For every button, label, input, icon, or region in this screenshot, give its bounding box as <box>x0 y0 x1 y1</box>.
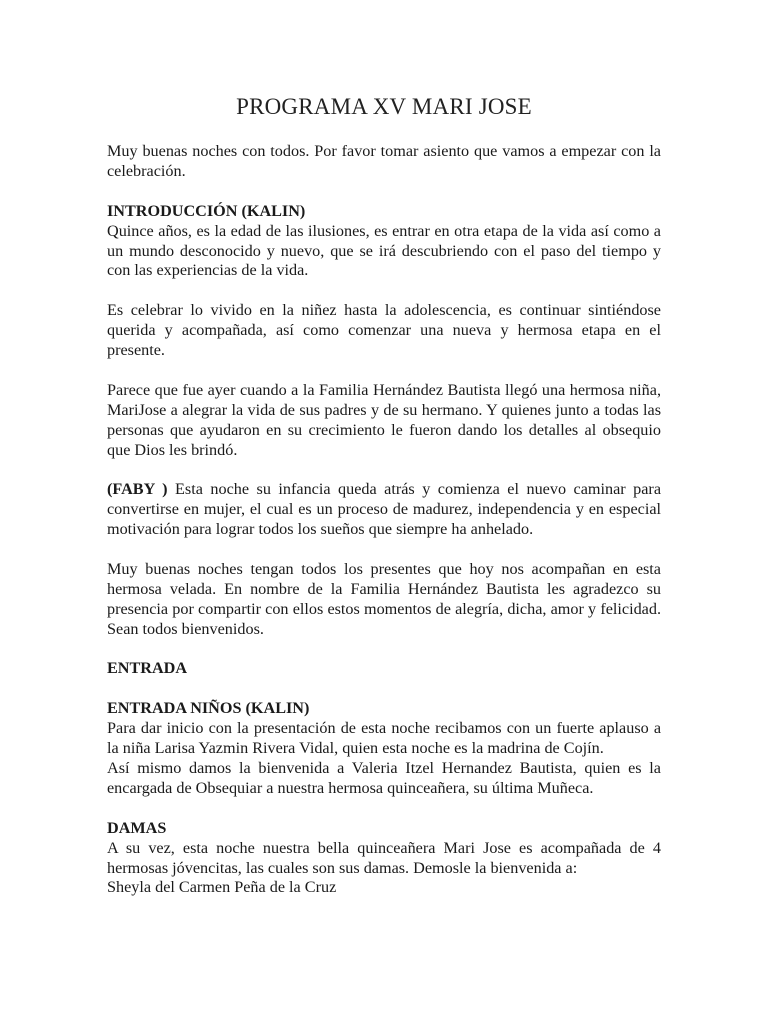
paragraph-damas: A su vez, esta noche nuestra bella quinceañera Mari Jose es acompañada de 4 hermosas jóvencitas, las cuales son sus damas. Demosle la bienvenida a: <box>107 838 661 877</box>
section-damas <box>107 819 661 899</box>
section-heading-introduccion: INTRODUCCIÓN (KALIN) <box>107 201 306 220</box>
section-heading-damas: DAMAS <box>107 818 167 837</box>
section-heading-entrada-ninos: ENTRADA NIÑOS (KALIN) <box>107 699 310 718</box>
faby-label: (FABY ) <box>107 480 168 499</box>
intro-paragraph: Muy buenas noches con todos. Por favor tomar asiento que vamos a empezar con la celebración. <box>107 142 661 180</box>
section-entrada-ninos <box>107 699 661 799</box>
section-heading-entrada: ENTRADA <box>107 659 188 678</box>
paragraph-muneca: Así mismo damos la bienvenida a Valeria Itzel Hernandez Bautista, quien es la encargada de Obsequiar a nuestra hermosa quinceañera, su última Muñeca. <box>107 758 661 797</box>
paragraph-celebrar: Es celebrar lo vivido en la niñez hasta la adolescencia, es continuar sintiéndose querida y acompañada, así como comenzar una nueva y hermosa etapa en el presente. <box>107 301 661 360</box>
paragraph-welcome: Muy buenas noches tengan todos los presentes que hoy nos acompañan en esta hermosa velada. En nombre de la Familia Hernández Bautista les agradezco su presencia por compartir con ellos estos momentos de alegría, dicha, amor y felicidad. Sean todos bienvenidos. <box>107 559 661 638</box>
paragraph-quince-anos: Quince años, es la edad de las ilusiones, es entrar en otra etapa de la vida así como a un mundo desconocido y nuevo, que se irá descubriendo con el paso del tiempo y con las experiencias de la vida. <box>107 221 661 280</box>
faby-text: Esta noche su infancia queda atrás y comienza el nuevo caminar para convertirse en mujer, el cual es un proceso de madurez, independencia y en especial motivación para lograr todos los sueños que siempre ha anhelado. <box>107 480 661 539</box>
paragraph-madrina: Para dar inicio con la presentación de esta noche recibamos con un fuerte aplauso a la niña Larisa Yazmin Rivera Vidal, quien esta noche es la madrina de Cojín. <box>107 719 661 758</box>
paragraph-faby <box>107 480 661 540</box>
dama-name: Sheyla del Carmen Peña de la Cruz <box>107 878 337 897</box>
section-introduccion <box>107 202 661 282</box>
paragraph-parece: Parece que fue ayer cuando a la Familia Hernández Bautista llegó una hermosa niña, MariJose a alegrar la vida de sus padres y de su hermano. Y quienes junto a todas las personas que ayudaron en su crecimiento le fueron dando los detalles al obsequio que Dios les brindó. <box>107 380 661 459</box>
page-title: PROGRAMA XV MARI JOSE <box>236 94 532 119</box>
document-body <box>107 142 661 918</box>
